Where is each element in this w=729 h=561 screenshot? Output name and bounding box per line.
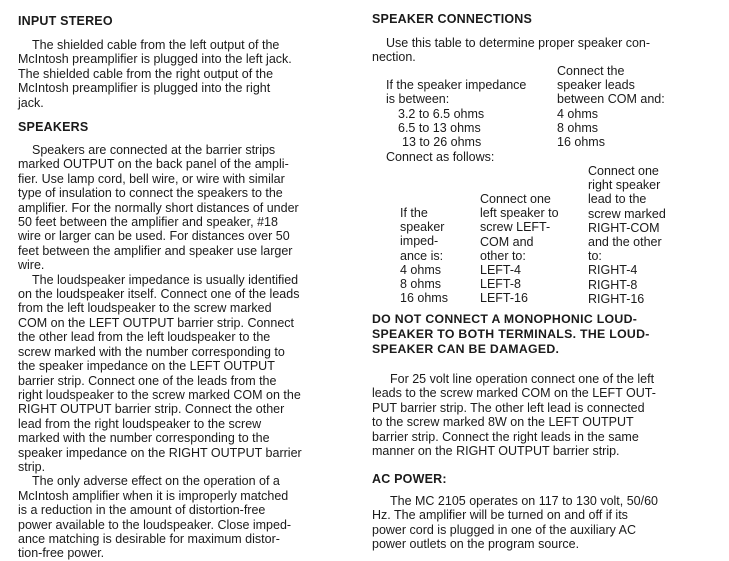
text-line: The loudspeaker impedance is usually identified (32, 272, 299, 287)
table-cell: LEFT-4 (480, 263, 521, 278)
table-header-line: is between: (386, 92, 450, 107)
text-line: on the loudspeaker itself. Connect one of the leads (18, 287, 300, 302)
input-stereo-section (18, 14, 328, 110)
text-line: The shielded cable from the left output of the (32, 38, 280, 52)
text-line: McIntosh preamplifier is plugged into the right (18, 81, 271, 96)
monophonic-warning (372, 312, 690, 357)
text-line: amplifier. For the normally short distances of under (18, 200, 299, 215)
table-cell: 4 ohms (400, 262, 441, 277)
text-line: ance matching is desirable for maximum distor- (18, 531, 280, 546)
input-stereo-heading: INPUT STEREO (18, 14, 113, 28)
warning-line: SPEAKER CAN BE DAMAGED. (372, 342, 560, 356)
table-header-line: between COM and: (557, 92, 665, 107)
text-line: feet between the amplifier and speaker use larger (18, 243, 293, 258)
text-line: is a reduction in the amount of distortion-free (18, 503, 266, 518)
text-line: COM on the LEFT OUTPUT barrier strip. Connect (18, 315, 295, 330)
speakers-heading: SPEAKERS (18, 120, 89, 134)
text-line: right loudspeaker to the screw marked COM on the (18, 387, 301, 402)
right-speaker-column (588, 164, 690, 306)
table-cell: 16 ohms (557, 135, 605, 150)
table-header-line: other to: (480, 248, 526, 263)
text-line: leads to the screw marked COM on the LEFT OUT- (372, 386, 656, 401)
ac-power-heading: AC POWER: (372, 472, 447, 486)
text-line: Hz. The amplifier will be turned on and off if its (372, 508, 628, 523)
table-cell: 6.5 to 13 ohms (398, 120, 481, 135)
table-header-line: COM and (480, 234, 534, 249)
table-cell: LEFT-16 (480, 291, 528, 306)
connect-as-follows: Connect as follows: (386, 150, 495, 164)
text-line: type of insulation to connect the speakers to the (18, 186, 283, 201)
table-header-line: right speaker (588, 178, 661, 193)
table-cell: 13 to 26 ohms (402, 135, 482, 150)
text-line: PUT barrier strip. The other left lead is connected (372, 400, 645, 415)
left-speaker-column (480, 192, 590, 306)
text-line: marked with the number corresponding to the (18, 431, 270, 446)
text-line: marked OUTPUT on the back panel of the ampli- (18, 157, 289, 172)
text-line: The MC 2105 operates on 117 to 130 volt, 50/60 (390, 494, 659, 508)
text-line: nection. (372, 50, 416, 65)
table-header-line (386, 64, 561, 78)
text-line: the other lead from the left loudspeaker to the (18, 330, 271, 345)
table-cell: LEFT-8 (480, 277, 521, 292)
ac-power-paragraph (372, 494, 690, 552)
text-line: power outlets on the program source. (372, 537, 580, 552)
speaker-connections-heading: SPEAKER CONNECTIONS (372, 12, 533, 26)
text-line: wire or larger can be used. For distances over 50 (18, 229, 290, 244)
table-header-line: speaker (400, 220, 445, 235)
text-line: power cord is plugged in one of the auxiliary AC (372, 522, 637, 537)
table-header-line: imped- (400, 234, 439, 249)
text-line: the speaker impedance on the LEFT OUTPUT (18, 359, 275, 374)
table-header-line: left speaker to (480, 206, 559, 221)
input-stereo-paragraph (18, 38, 328, 110)
table-header-line: If the speaker impedance (386, 78, 527, 93)
text-line: from the left loudspeaker to the screw marked (18, 301, 272, 316)
text-line: manner on the RIGHT OUTPUT barrier strip. (372, 444, 620, 459)
text-line: jack. (18, 95, 44, 110)
table-header-line: RIGHT-COM (588, 220, 660, 235)
text-line: McIntosh preamplifier is plugged into the left jack. (18, 52, 292, 67)
table-cell: 8 ohms (400, 277, 441, 292)
table-header-line: Connect one (480, 192, 551, 206)
text-line: Use this table to determine proper speaker con- (386, 36, 651, 50)
table-header-line: ance is: (400, 248, 444, 263)
impedance-column (400, 206, 480, 305)
text-line: barrier strip. Connect the right leads in the same (372, 429, 639, 444)
text-line: tion-free power. (18, 546, 105, 561)
table-cell: RIGHT-4 (588, 263, 638, 278)
speakers-paragraph-1 (18, 143, 328, 273)
table-header-line: and the other (588, 235, 662, 250)
table-header-line: If the (400, 206, 428, 220)
table-header-line: Connect one (588, 164, 659, 178)
speakers-paragraph-3 (18, 474, 328, 560)
text-line: power available to the loudspeaker. Close imped- (18, 517, 292, 532)
text-line: Speakers are connected at the barrier strips (32, 143, 276, 157)
table-header-line: to: (588, 249, 602, 264)
table-cell: RIGHT-8 (588, 277, 638, 292)
speakers-section (18, 120, 328, 561)
table-cell: 8 ohms (557, 120, 598, 135)
text-line: lead from the right loudspeaker to the screw (18, 416, 262, 431)
table-cell: 4 ohms (557, 106, 598, 121)
text-line: The shielded cable from the right output of the (18, 66, 274, 81)
table-header-line: screw marked (588, 206, 666, 221)
connect-leads-column (557, 64, 687, 149)
table-header-line: screw LEFT- (480, 220, 551, 235)
speaker-connections-intro (372, 36, 690, 65)
warning-line: SPEAKER TO BOTH TERMINALS. THE LOUD- (372, 327, 650, 341)
speakers-paragraph-2 (18, 273, 328, 475)
text-line: screw marked with the number corresponding to (18, 344, 285, 359)
text-line: McIntosh amplifier when it is improperly matched (18, 488, 289, 503)
text-line: 50 feet between the amplifier and speaker, #18 (18, 215, 278, 230)
text-line: barrier strip. Connect one of the leads from the (18, 373, 277, 388)
text-line: The only adverse effect on the operation of a (32, 474, 280, 489)
text-line: fier. Use lamp cord, bell wire, or wire with similar (18, 171, 285, 186)
text-line: to the screw marked 8W on the LEFT OUTPUT (372, 415, 634, 430)
warning-line: DO NOT CONNECT A MONOPHONIC LOUD- (372, 312, 638, 326)
text-line: strip. (18, 459, 46, 474)
text-line: wire. (18, 258, 45, 273)
text-line: RIGHT OUTPUT barrier strip. Connect the other (18, 402, 285, 417)
text-line: For 25 volt line operation connect one of the left (390, 372, 655, 386)
table-cell: RIGHT-16 (588, 291, 645, 306)
text-line: speaker impedance on the RIGHT OUTPUT barrier (18, 445, 302, 460)
table-header-line: lead to the (588, 192, 647, 207)
table-header-line: Connect the (557, 64, 625, 78)
table-header-line: speaker leads (557, 78, 635, 93)
impedance-column (386, 64, 561, 149)
table-cell: 3.2 to 6.5 ohms (398, 106, 485, 121)
line-operation-paragraph (372, 372, 690, 458)
table-cell: 16 ohms (400, 291, 448, 306)
